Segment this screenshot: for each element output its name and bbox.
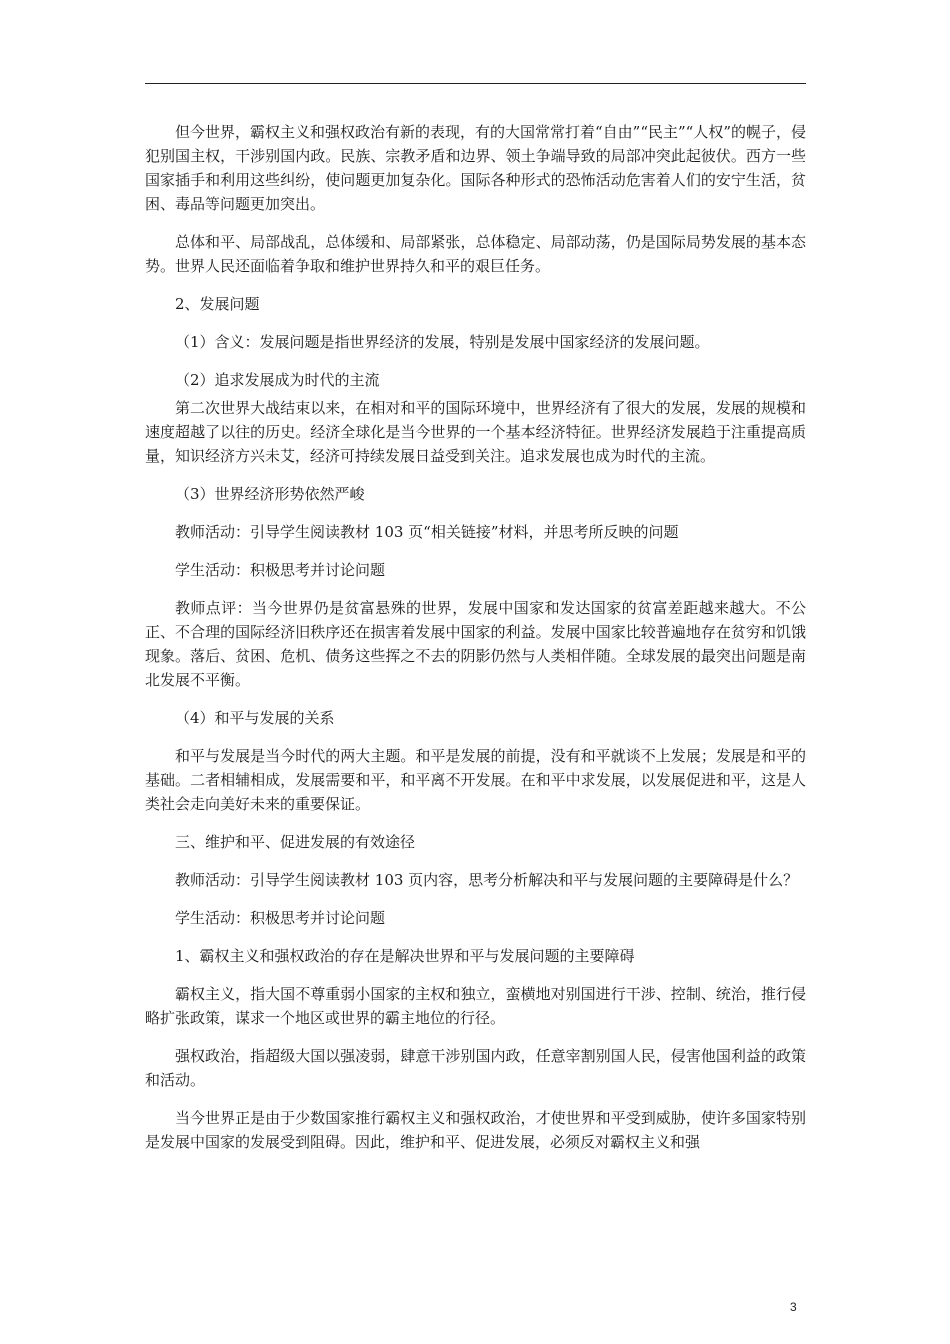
paragraph-two-themes: 和平与发展是当今时代的两大主题。和平是发展的前提，没有和平就谈不上发展；发展是和平的基础。二者相辅相成，发展需要和平，和平离不开发展。在和平中求发展，以发展促进和平，这是人类社会走向美好未来的重要保证。 <box>145 747 806 813</box>
document-body <box>145 120 806 1154</box>
paragraph-power-politics-definition: 强权政治，指超级大国以强凌弱，肆意干涉别国内政，任意宰割别国人民，侵害他国利益的政策和活动。 <box>145 1047 806 1089</box>
paragraph-student-activity-2: 学生活动：积极思考并讨论问题 <box>175 909 386 927</box>
paragraph-teacher-activity-2: 教师活动：引导学生阅读教材 103 页内容，思考分析解决和平与发展问题的主要障碍是什么？ <box>175 871 799 889</box>
paragraph-teacher-comment: 教师点评：当今世界仍是贫富悬殊的世界，发展中国家和发达国家的贫富差距越来越大。不公正、不合理的国际经济旧秩序还在损害着发展中国家的利益。发展中国家比较普遍地存在贫穷和饥饿现象。落后、贫困、危机、债务这些挥之不去的阴影仍然与人类相伴随。全球发展的最突出问题是南北发展不平衡。 <box>145 599 806 689</box>
subheading-mainstream: （2）追求发展成为时代的主流 <box>175 371 380 389</box>
paragraph-definition: （1）含义：发展问题是指世界经济的发展，特别是发展中国家经济的发展问题。 <box>175 333 710 351</box>
paragraph-hegemony-new-forms: 但今世界，霸权主义和强权政治有新的表现，有的大国常常打着“自由”“民主”“人权”的幌子，侵犯别国主权，干涉别国内政。民族、宗教矛盾和边界、领土争端导致的局部冲突此起彼伏。西方一些国家插手和利用这些纠纷，使问题更加复杂化。国际各种形式的恐怖活动危害着人们的安宁生活，贫困、毒品等问题更加突出。 <box>145 123 807 213</box>
page-number: 3 <box>790 1300 797 1314</box>
heading-development-issue: 2、发展问题 <box>175 295 260 313</box>
subheading-peace-development-relation: （4）和平与发展的关系 <box>175 709 335 727</box>
heading-main-obstacle: 1、霸权主义和强权政治的存在是解决世界和平与发展问题的主要障碍 <box>175 947 635 965</box>
paragraph-current-world: 当今世界正是由于少数国家推行霸权主义和强权政治，才使世界和平受到威胁，使许多国家特别是发展中国家的发展受到阻碍。因此，维护和平、促进发展，必须反对霸权主义和强 <box>145 1109 806 1151</box>
subheading-severe-situation: （3）世界经济形势依然严峻 <box>175 485 365 503</box>
paragraph-student-activity-1: 学生活动：积极思考并讨论问题 <box>175 561 386 579</box>
paragraph-teacher-activity-1: 教师活动：引导学生阅读教材 103 页“相关链接”材料，并思考所反映的问题 <box>175 523 679 541</box>
paragraph-hegemonism-definition: 霸权主义，指大国不尊重弱小国家的主权和独立，蛮横地对别国进行干涉、控制、统治，推行侵略扩张政策，谋求一个地区或世界的霸主地位的行径。 <box>145 985 806 1027</box>
paragraph-overall-peace: 总体和平、局部战乱，总体缓和、局部紧张，总体稳定、局部动荡，仍是国际局势发展的基本态势。世界人民还面临着争取和维护世界持久和平的艰巨任务。 <box>145 233 806 275</box>
heading-section-three: 三、维护和平、促进发展的有效途径 <box>175 833 416 851</box>
paragraph-postwar-economy: 第二次世界大战结束以来，在相对和平的国际环境中，世界经济有了很大的发展，发展的规模和速度超越了以往的历史。经济全球化是当今世界的一个基本经济特征。世界经济发展趋于注重提高质量，知识经济方兴未艾，经济可持续发展日益受到关注。追求发展也成为时代的主流。 <box>145 399 806 465</box>
header-rule <box>145 83 806 84</box>
